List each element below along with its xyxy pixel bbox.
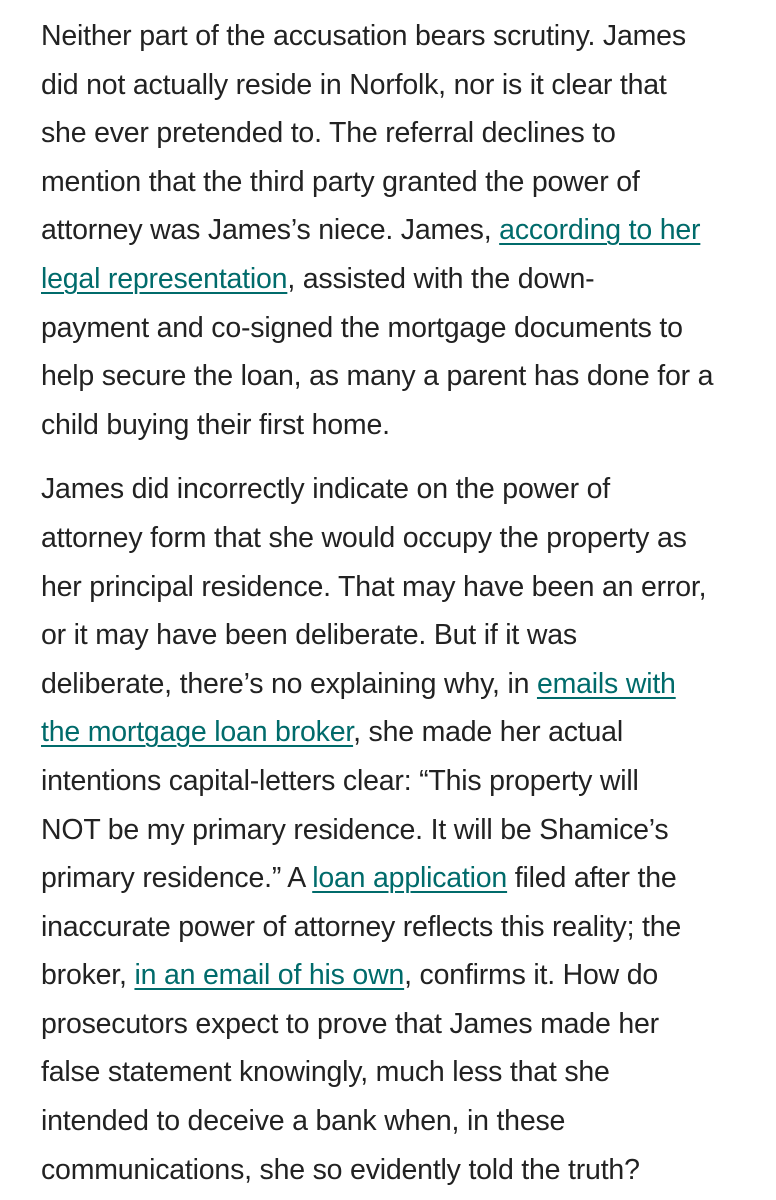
text-segment: James did incorrectly indicate on the power of (41, 473, 611, 506)
text-segment: primary residence.” A (41, 862, 313, 895)
article-body (41, 12, 741, 1194)
text-segment: deliberate, there’s no explaining why, in (41, 667, 537, 700)
text-segment: attorney form that she would occupy the property as (41, 521, 687, 554)
text-segment: intended to deceive a bank when, in these (41, 1105, 566, 1138)
text-segment: Neither part of the accusation bears scrutiny. James (41, 20, 686, 52)
text-line (41, 806, 741, 855)
text-line (41, 255, 741, 304)
text-line (41, 465, 741, 514)
inline-link[interactable]: in an email of his own (134, 959, 405, 992)
text-line (41, 352, 741, 401)
text-line (41, 206, 741, 255)
text-segment: she ever pretended to. The referral declines to (41, 117, 616, 150)
text-line (41, 109, 741, 158)
text-segment: prosecutors expect to prove that James made her (41, 1007, 659, 1040)
inline-link[interactable]: emails with (536, 667, 676, 700)
text-line (41, 61, 741, 110)
text-line (41, 660, 741, 709)
text-line (41, 903, 741, 952)
text-line (41, 1146, 741, 1195)
text-segment: , confirms it. How do (404, 959, 659, 992)
article-paragraph (41, 465, 741, 1194)
text-segment: did not actually reside in Norfolk, nor is it clear that (41, 68, 667, 101)
inline-link[interactable]: loan application (312, 862, 508, 895)
text-line (41, 1048, 741, 1097)
text-line (41, 951, 741, 1000)
text-segment: attorney was James’s niece. James, (41, 214, 500, 247)
text-line (41, 1097, 741, 1146)
text-segment: communications, she so evidently told the truth? (41, 1153, 640, 1186)
text-line (41, 1000, 741, 1049)
text-line (41, 757, 741, 806)
text-line (41, 401, 741, 450)
text-segment: false statement knowingly, much less that she (41, 1056, 610, 1089)
article-paragraph (41, 12, 741, 449)
inline-link[interactable]: legal representation (41, 262, 288, 295)
text-line (41, 854, 741, 903)
text-segment: broker, (41, 959, 135, 992)
text-segment: filed after the (507, 862, 677, 895)
text-line (41, 563, 741, 612)
text-segment: help secure the loan, as many a parent has done for a (41, 360, 714, 393)
text-segment: her principal residence. That may have been an error, (41, 570, 707, 603)
text-segment: , assisted with the down- (287, 262, 595, 295)
text-segment: intentions capital-letters clear: “This property will (41, 764, 639, 797)
text-segment: , she made her actual (353, 716, 623, 749)
text-segment: child buying their first home. (41, 408, 390, 441)
text-line (41, 12, 741, 61)
text-line (41, 514, 741, 563)
text-segment: payment and co-signed the mortgage documents to (41, 311, 683, 344)
inline-link[interactable]: according to her (499, 214, 701, 247)
text-segment: NOT be my primary residence. It will be Shamice’s (41, 813, 669, 846)
inline-link[interactable]: the mortgage loan broker (41, 716, 354, 749)
text-line (41, 158, 741, 207)
text-segment: or it may have been deliberate. But if it was (41, 619, 577, 652)
text-segment: mention that the third party granted the power of (41, 165, 640, 198)
text-line (41, 304, 741, 353)
text-line (41, 611, 741, 660)
text-line (41, 708, 741, 757)
text-segment: inaccurate power of attorney reflects this reality; the (41, 910, 682, 943)
